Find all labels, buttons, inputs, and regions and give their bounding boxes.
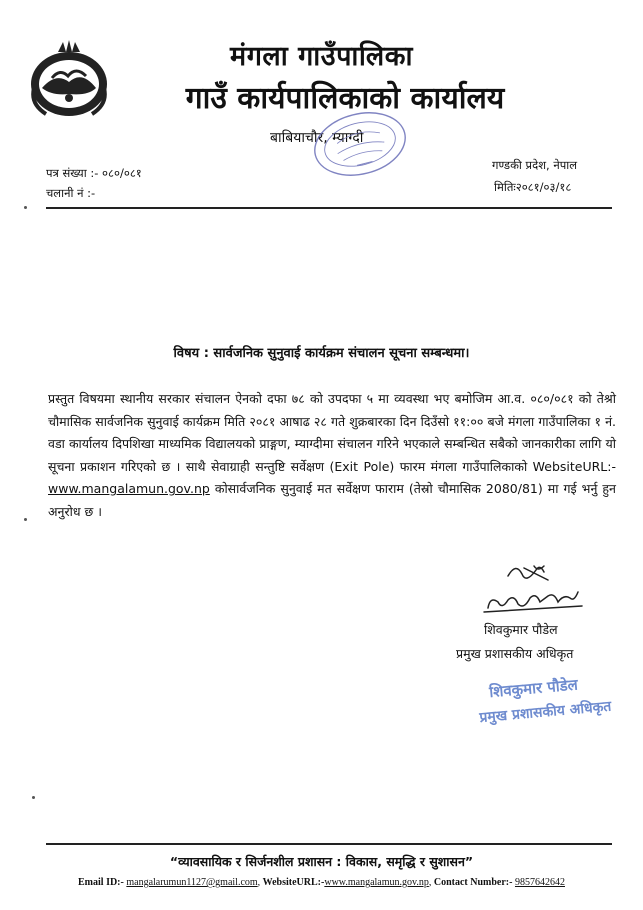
letter-date: मितिः२०८१/०३/१८ <box>494 180 572 194</box>
stamp-title-text: प्रमुख प्रशासकीय अधिकृत <box>478 698 612 726</box>
handwritten-signature <box>478 558 590 618</box>
website-link[interactable]: www.mangalamun.gov.np <box>324 877 429 888</box>
contact-label: Contact Number:- <box>433 877 513 888</box>
website-label: WebsiteURL:- <box>262 877 325 888</box>
email-label: Email ID:- <box>78 877 124 888</box>
province-label: गण्डकी प्रदेश, नेपाल <box>492 158 578 172</box>
signatory-title: प्रमुख प्रशासकीय अधिकृत <box>456 646 574 661</box>
signatory-name-stamp <box>476 670 622 726</box>
email-link[interactable]: mangalarumun1127@gmail.com <box>126 877 258 888</box>
body-website-link[interactable]: www.mangalamun.gov.np <box>48 481 210 497</box>
body-paragraph-part1: प्रस्तुत विषयमा स्थानीय सरकार संचालन ऐनको दफा ७८ को उपदफा ५ मा व्यवस्था भए बमोजिम आ.व. ०८०/०८१ को तेश्रो चौमासिक सार्वजनिक सुनुवाई कार्यक्रम मिति २०८१ आषाढ २८ गते शुक्रबारका दिन दिउँसो ११:०० बजे मंगला गाउँपालिका १ नं. वडा कार्यालय दिपशिखा माध्यमिक विद्यालयको प्राङ्गण, म्याग्दीमा संचालन गरिने भएकाले सम्बन्धित सबैको जानकारीका लागि यो सूचना प्रकाशन गरिएको छ । साथै सेवाग्राही सन्तुष्टि सर्वेक्षण (Exit Pole) फारम मंगला गाउँपालिकाको WebsiteURL:- <box>48 391 616 474</box>
contact-number[interactable]: 9857642642 <box>514 877 565 888</box>
footer-slogan: “व्यावसायिक र सिर्जनशील प्रशासन : विकास, समृद्धि र सुशासन” <box>169 854 474 869</box>
office-name: गाउँ कार्यपालिकाको कार्यालय <box>185 81 505 116</box>
footer-divider <box>46 843 612 845</box>
letter-body <box>48 388 616 524</box>
scan-speck <box>24 206 27 209</box>
dispatch-number: चलानी नं :- <box>46 186 96 200</box>
scan-speck <box>24 518 27 521</box>
scan-speck <box>32 796 35 799</box>
stamp-name-text: शिवकुमार पौडेल <box>488 675 579 702</box>
signatory-name: शिवकुमार पौडेल <box>484 622 558 637</box>
office-address: बाबियाचौर, म्याग्दी <box>270 130 364 146</box>
letter-number: पत्र संख्या :- ०८०/०८१ <box>46 166 142 180</box>
header-divider <box>46 207 612 209</box>
organization-name: मंगला गाउँपालिका <box>230 41 413 72</box>
footer-contact-line: Email ID:- mangalarumun1127@gmail.com, WebsiteURL:-www.mangalamun.gov.np, Contact Number:- 9857642642 <box>78 877 565 888</box>
letter-subject: विषय : सार्वजनिक सुनुवाई कार्यक्रम संचालन सूचना सम्बन्धमा। <box>173 346 470 361</box>
office-round-stamp <box>308 108 412 180</box>
body-paragraph-part2: कोसार्वजनिक सुनुवाई मत सर्वेक्षण फाराम (तेस्रो चौमासिक 2080/81) मा गई भर्नु हुन अनुरोध छ । <box>48 481 616 519</box>
